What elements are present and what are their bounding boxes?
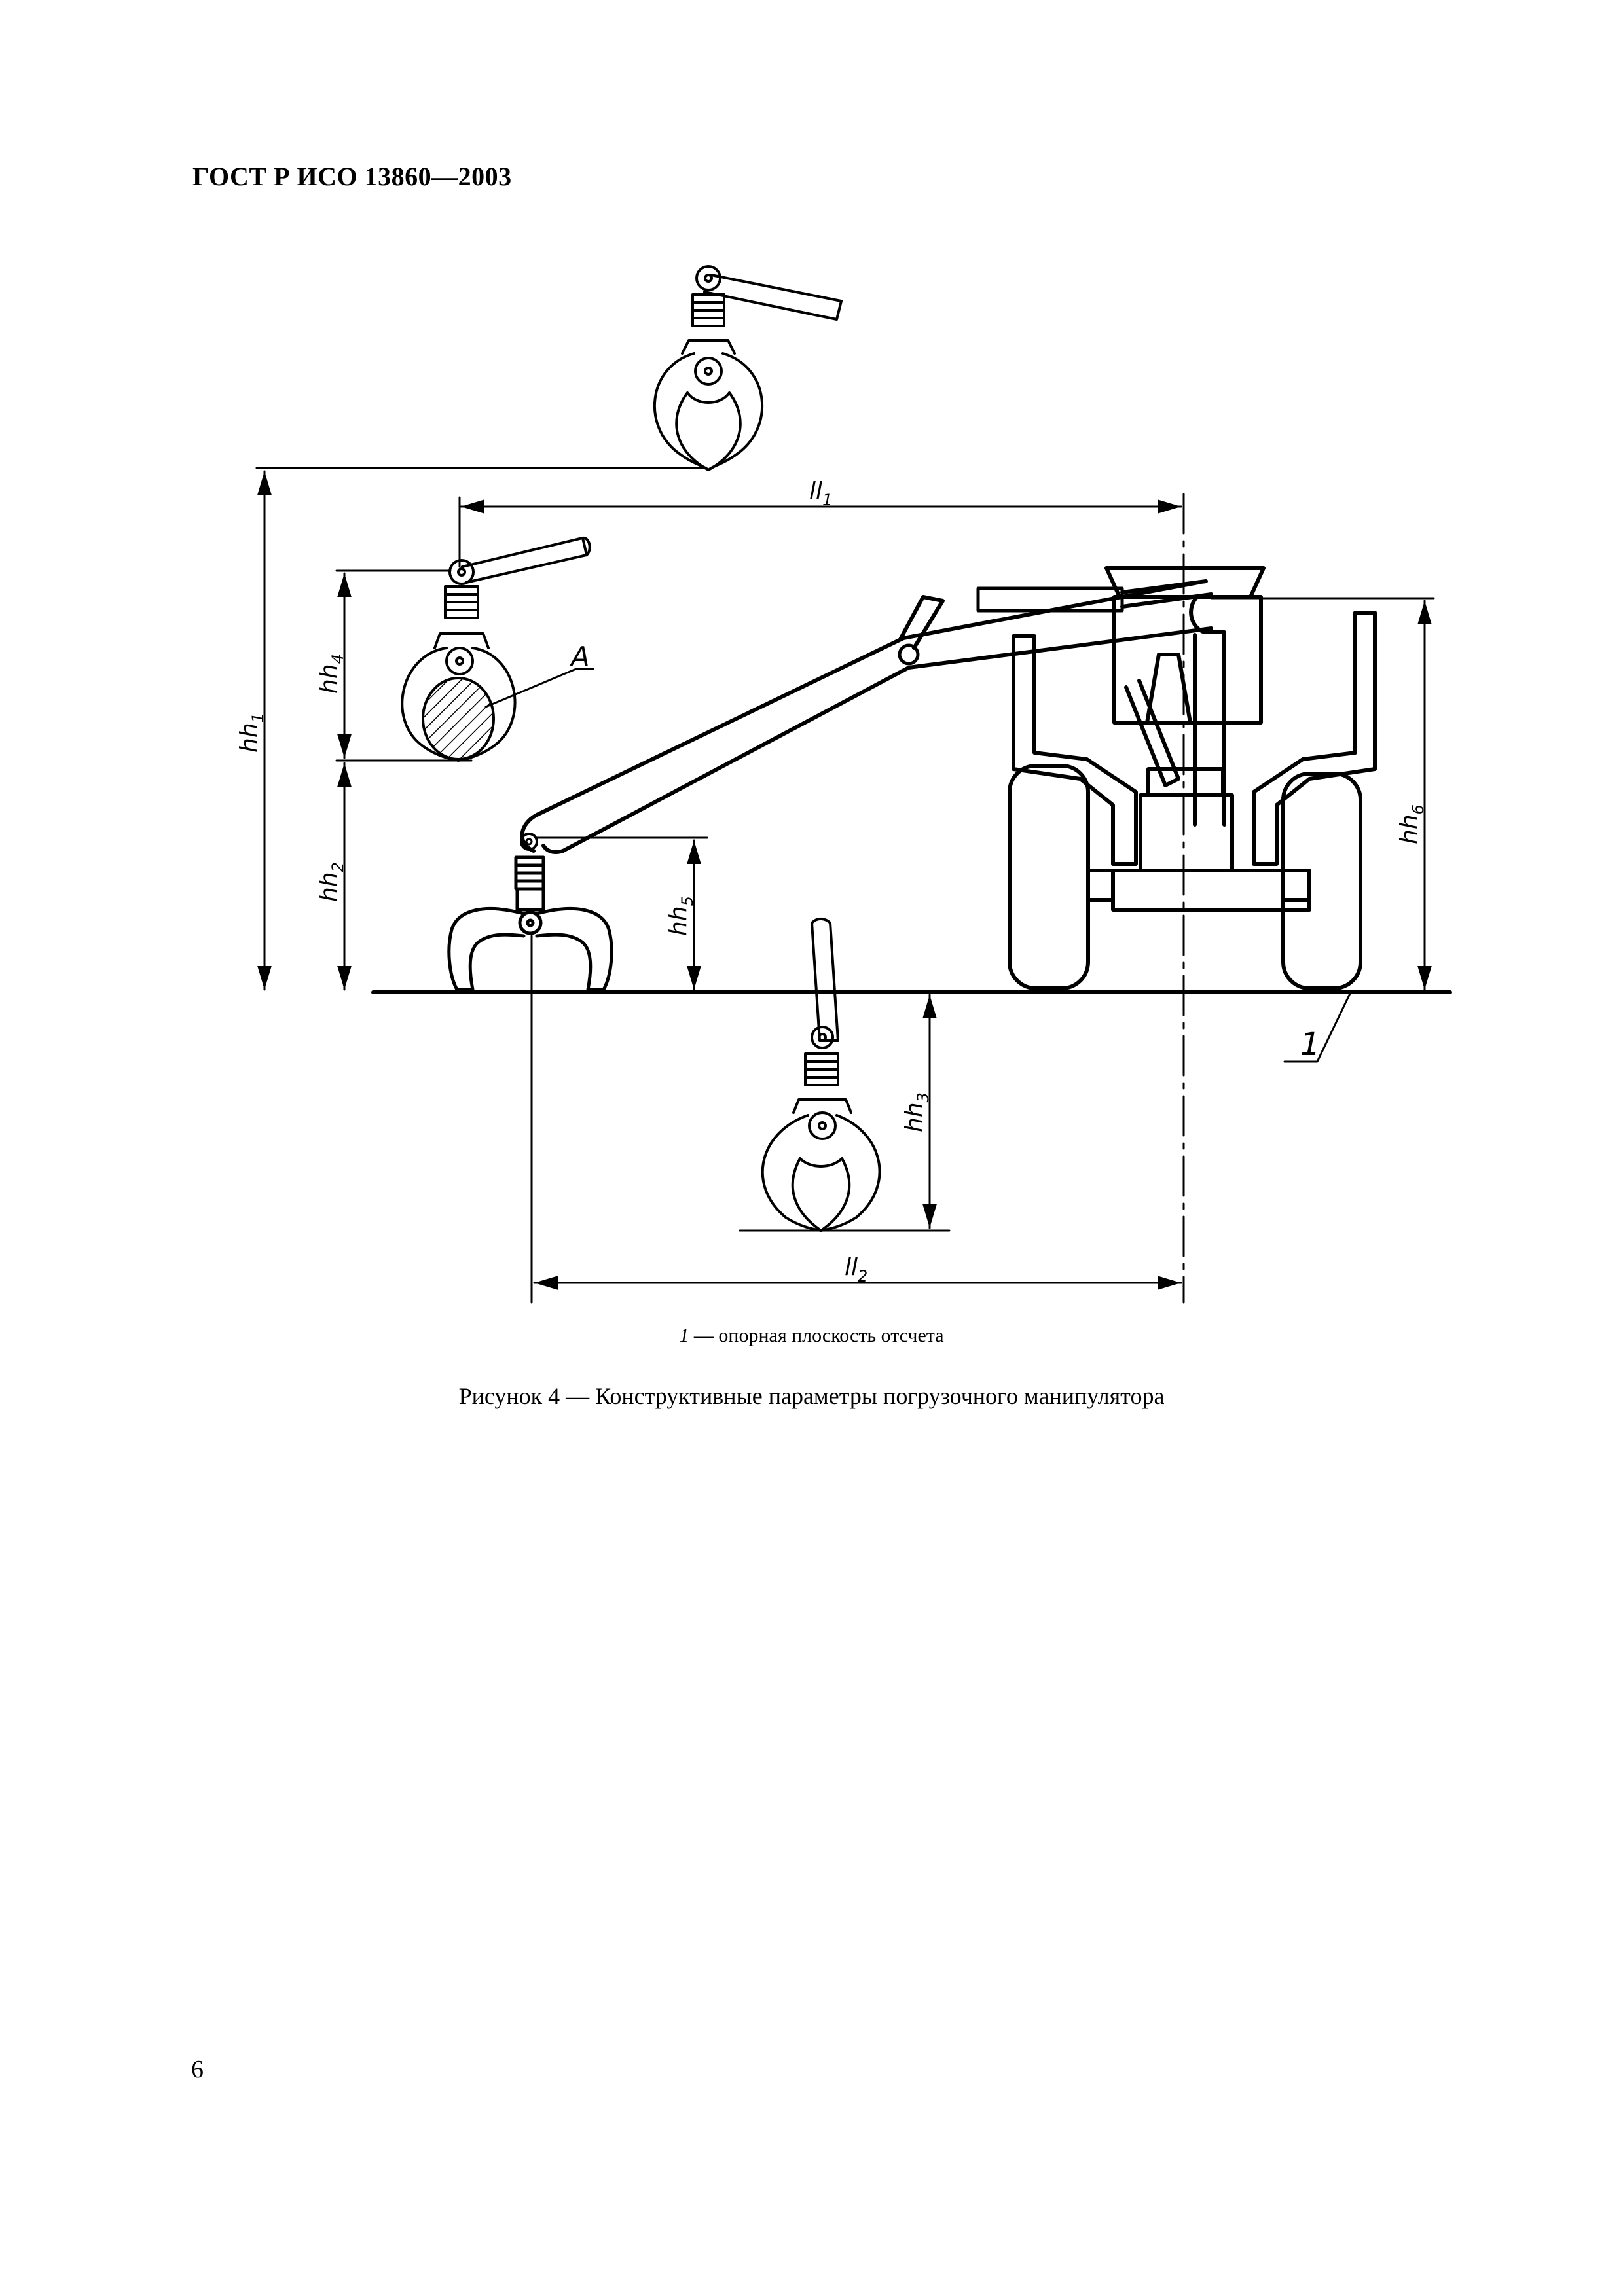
document-header: ГОСТ Р ИСО 13860—2003 — [192, 162, 512, 191]
label-hh1: $hh_1$ — [236, 713, 267, 753]
figure-legend — [0, 1325, 1623, 1347]
legend-number: 1 — [679, 1325, 689, 1346]
crane-boom — [521, 581, 1211, 852]
label-1: 1 — [1300, 1026, 1321, 1063]
figure-caption: Рисунок 4 — Конструктивные параметры погрузочного манипулятора — [458, 1383, 1165, 1409]
grapple-open — [449, 857, 611, 990]
label-hh6: $hh_6$ — [1396, 804, 1427, 844]
label-hh2: $hh_2$ — [316, 862, 347, 902]
page-number: 6 — [191, 2056, 204, 2083]
label-hh4: $hh_4$ — [316, 654, 347, 694]
label-hh5: $hh_5$ — [665, 896, 697, 936]
grapple-top — [655, 266, 841, 470]
label-ll2: $ll_2$ — [845, 1254, 868, 1285]
label-a: A — [571, 641, 590, 673]
grapple-below — [763, 919, 880, 1230]
legend-text: — опорная плоскость отсчета — [689, 1325, 944, 1346]
label-hh3: $hh_3$ — [901, 1092, 932, 1132]
label-ll1: $ll_1$ — [809, 478, 833, 509]
